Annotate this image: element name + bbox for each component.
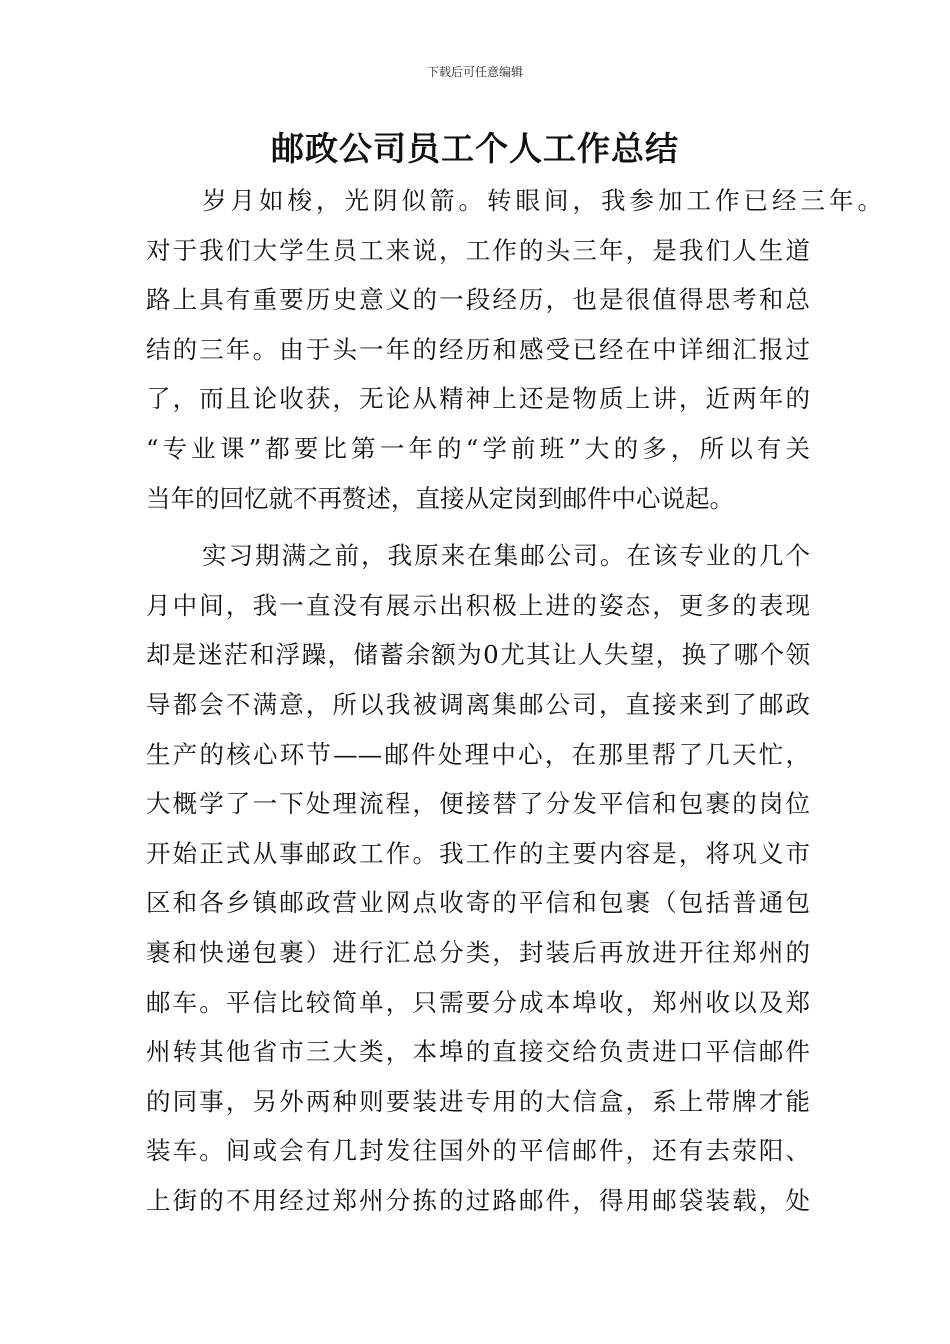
paragraph-1-line-1: 岁月如梭，光阴似箭。转眼间，我参加工作已经三年。 [202, 186, 882, 215]
paragraph-2-line-8: 区和各乡镇邮政营业网点收寄的平信和包裹（包括普通包 [146, 888, 810, 918]
paragraph-2-line-10: 邮车。平信比较简单，只需要分成本埠收，郑州收以及郑 [146, 987, 810, 1017]
paragraph-2-line-9: 裹和快递包裹）进行汇总分类，封装后再放进开往郑州的 [146, 937, 810, 967]
paragraph-1-line-6: “专业课”都要比第一年的“学前班”大的多，所以有关 [146, 433, 810, 463]
paragraph-1-line-4: 结的三年。由于头一年的经历和感受已经在中详细汇报过 [146, 334, 810, 364]
paragraph-2-line-6: 大概学了一下处理流程，便接替了分发平信和包裹的岗位 [146, 789, 810, 819]
paragraph-2-line-7: 开始正式从事邮政工作。我工作的主要内容是，将巩义市 [146, 838, 810, 868]
paragraph-2-line-2: 月中间，我一直没有展示出积极上进的姿态，更多的表现 [146, 590, 810, 620]
paragraph-2-line-5: 生产的核心环节——邮件处理中心，在那里帮了几天忙， [146, 739, 810, 769]
paragraph-1-line-2: 对于我们大学生员工来说，工作的头三年，是我们人生道 [146, 235, 810, 265]
paragraph-gap [146, 523, 810, 531]
paragraph-1-line-3: 路上具有重要历史意义的一段经历，也是很值得思考和总 [146, 285, 810, 315]
paragraph-2-line-14: 上街的不用经过郑州分拣的过路邮件，得用邮袋装载，处 [146, 1185, 810, 1215]
document-title: 邮政公司员工个人工作总结 [271, 129, 679, 168]
paragraph-2-line-1: 实习期满之前，我原来在集邮公司。在该专业的几个 [202, 541, 810, 571]
paragraph-2-line-4: 导都会不满意，所以我被调离集邮公司，直接来到了邮政 [146, 689, 810, 719]
document-body [146, 176, 882, 1225]
paragraph-2-line-13: 装车。间或会有几封发往国外的平信邮件，还有去荥阳、 [146, 1136, 810, 1166]
paragraph-2-line-3: 却是迷茫和浮躁，储蓄余额为0尤其让人失望，换了哪个领 [146, 640, 810, 670]
paragraph-1-line-7: 当年的回忆就不再赘述，直接从定岗到邮件中心说起。 [146, 483, 734, 513]
paragraph-2-line-11: 州转其他省市三大类，本埠的直接交给负责进口平信邮件 [146, 1037, 810, 1067]
paragraph-1-line-5: 了，而且论收获，无论从精神上还是物质上讲，近两年的 [146, 384, 810, 414]
header-note: 下载后可任意编辑 [426, 65, 523, 79]
paragraph-2-line-12: 的同事，另外两种则要装进专用的大信盒，系上带牌才能 [146, 1086, 810, 1116]
